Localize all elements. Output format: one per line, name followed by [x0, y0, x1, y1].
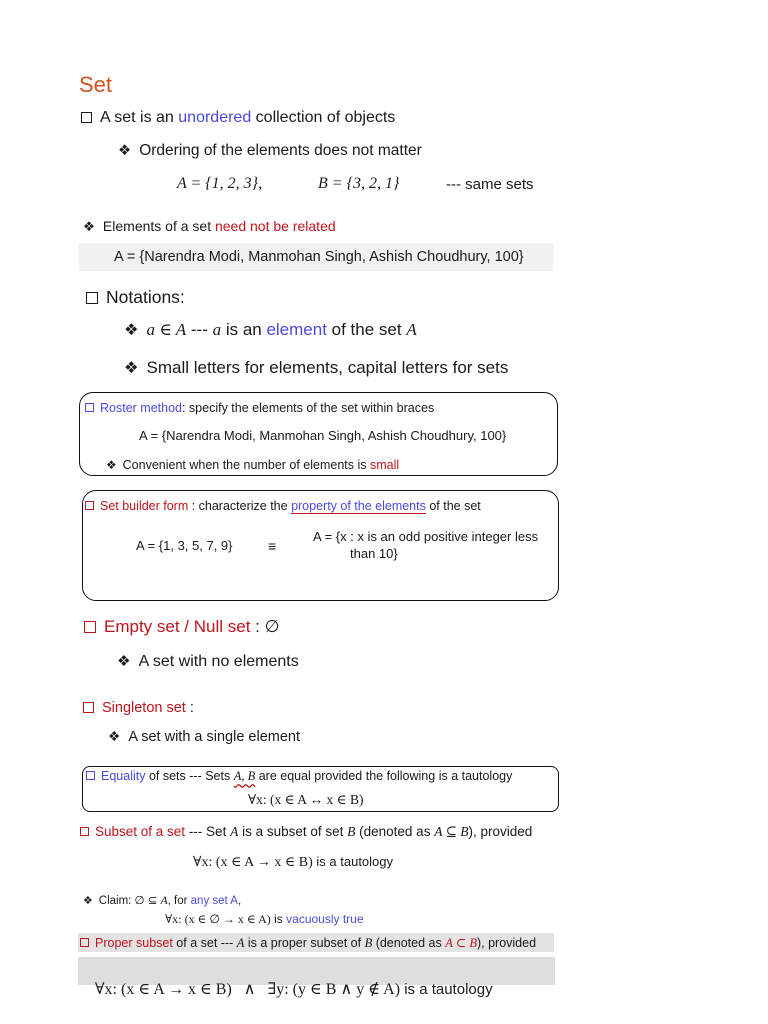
- text: is: [270, 912, 287, 926]
- math: A, B: [233, 769, 256, 783]
- set-builder-right-equation-1: A = {x : x is an odd positive integer less: [313, 529, 539, 544]
- singleton-heading: [83, 700, 194, 716]
- highlight-proper-subset: Proper subset: [95, 936, 173, 950]
- roster-equation: A = {Narendra Modi, Manmohan Singh, Ashish Choudhury, 100}: [139, 428, 507, 443]
- math: ∀x: (x ∈ A → x ∈ B) ∧ ∃y: (y ∈ B ∧ y ∉ A): [94, 981, 401, 998]
- text: ---: [186, 320, 213, 339]
- math: ∀x: (x ∈ A → x ∈ B): [193, 855, 313, 870]
- text: , for: [167, 895, 191, 907]
- math: a: [212, 320, 222, 339]
- text: is a tautology: [312, 854, 394, 869]
- highlight-roster-method: Roster method: [100, 401, 182, 415]
- diamond-bullet-icon: ❖: [124, 321, 139, 339]
- unordered-line: [81, 109, 395, 127]
- text: ), provided: [476, 936, 537, 950]
- highlight-set-builder: Set builder form: [100, 499, 189, 513]
- text: (denoted as: [372, 936, 446, 950]
- highlight-subset: Subset of a set: [95, 824, 186, 839]
- set-a-equation: A = {1, 2, 3},: [177, 175, 263, 192]
- diamond-bullet-icon: ❖: [108, 729, 121, 744]
- text: (denoted as: [355, 824, 435, 839]
- text: of the set: [425, 499, 481, 513]
- math: A: [160, 895, 168, 907]
- text: is a tautology: [400, 981, 493, 998]
- text: ,: [237, 895, 242, 907]
- equality-line: [86, 769, 512, 784]
- proper-subset-line: [80, 935, 536, 951]
- ordering-line: [118, 142, 422, 160]
- text: A set is an: [100, 109, 179, 126]
- highlight-singleton: Singleton set: [102, 700, 186, 716]
- highlight-any-set: any set A: [190, 895, 238, 907]
- singleton-sub: [108, 729, 300, 745]
- text: of the set: [326, 320, 407, 339]
- text: Notations:: [106, 287, 185, 307]
- math: B: [364, 936, 373, 950]
- text: Convenient when the number of elements is: [122, 458, 371, 472]
- highlight-need-not-be-related: need not be related: [214, 218, 336, 234]
- subset-line: [80, 824, 532, 840]
- checkbox-bullet-icon: [86, 292, 98, 304]
- text: : characterize the: [188, 499, 292, 513]
- text: --- Set: [185, 824, 231, 839]
- text: :: [185, 700, 194, 716]
- set-builder-left-equation: A = {1, 3, 5, 7, 9}: [136, 538, 233, 553]
- roster-convenient-line: [106, 458, 399, 472]
- highlight-empty-set: Empty set / Null set: [104, 617, 251, 636]
- text: is an: [221, 320, 267, 339]
- diamond-bullet-icon: ❖: [118, 143, 132, 159]
- text: is a proper subset of: [244, 936, 365, 950]
- checkbox-bullet-icon: [80, 938, 89, 947]
- text: Elements of a set: [102, 218, 215, 234]
- diamond-bullet-icon: ❖: [106, 458, 117, 472]
- text: is a subset of set: [238, 824, 348, 839]
- elements-line: [83, 218, 336, 235]
- set-b-equation: B = {3, 2, 1}: [318, 175, 400, 192]
- math: a ∈ A: [146, 320, 187, 339]
- text: : ∅: [250, 617, 280, 636]
- claim-line: [83, 893, 241, 907]
- highlight-unordered: unordered: [178, 109, 252, 126]
- text: Small letters for elements, capital letters for sets: [146, 358, 509, 377]
- math: A ⊆ B: [434, 824, 469, 839]
- highlight-small: small: [370, 458, 400, 472]
- subset-formula-line: [193, 853, 393, 871]
- set-builder-line: [85, 499, 481, 513]
- math: ∀x: (x ∈ ∅ → x ∈ A): [165, 912, 271, 926]
- diamond-bullet-icon: ❖: [117, 653, 131, 670]
- math: A: [406, 320, 417, 339]
- empty-set-sub: [117, 652, 299, 671]
- text: A set with a single element: [128, 729, 301, 745]
- diamond-bullet-icon: ❖: [83, 895, 93, 907]
- text: ), provided: [468, 824, 533, 839]
- math: B: [347, 824, 356, 839]
- roster-line: [85, 401, 434, 415]
- diamond-bullet-icon: ❖: [124, 359, 139, 377]
- text: collection of objects: [251, 109, 396, 126]
- equivalence-symbol: ≡: [268, 538, 277, 554]
- notation-element-line: [124, 320, 417, 340]
- checkbox-bullet-icon: [81, 112, 92, 123]
- proper-formula-line: [86, 961, 493, 999]
- claim-formula-line: [165, 912, 364, 927]
- math: A: [230, 824, 239, 839]
- math: A: [236, 936, 245, 950]
- text: A set with no elements: [138, 653, 299, 670]
- text: Claim: ∅ ⊆: [98, 895, 161, 907]
- text: of a set ---: [172, 936, 237, 950]
- text: of sets --- Sets: [145, 769, 234, 783]
- diamond-bullet-icon: ❖: [83, 219, 95, 234]
- highlight-property: property of the elements: [291, 499, 426, 513]
- text: : specify the elements of the set within braces: [181, 401, 435, 415]
- equality-formula: ∀x: (x ∈ A ↔ x ∈ B): [248, 792, 364, 807]
- checkbox-bullet-icon: [85, 501, 94, 510]
- same-sets-label: --- same sets: [446, 176, 534, 193]
- text: are equal provided the following is a tautology: [255, 769, 513, 783]
- checkbox-bullet-icon: [85, 403, 94, 412]
- notations-heading: [86, 287, 185, 308]
- text: Ordering of the elements does not matter: [139, 142, 422, 159]
- highlight-vacuously-true: vacuously true: [286, 912, 364, 926]
- set-builder-right-equation-2: than 10}: [350, 546, 398, 561]
- checkbox-bullet-icon: [80, 827, 89, 836]
- notation-letters-line: [124, 358, 508, 378]
- checkbox-bullet-icon: [83, 702, 94, 713]
- highlight-element: element: [266, 320, 327, 339]
- checkbox-bullet-icon: [86, 771, 95, 780]
- highlight-equality: Equality: [101, 769, 146, 783]
- page-title: Set: [79, 72, 113, 97]
- math: A ⊂ B: [445, 936, 477, 950]
- empty-set-heading: [84, 617, 279, 637]
- example-equation: A = {Narendra Modi, Manmohan Singh, Ashish Choudhury, 100}: [114, 249, 524, 265]
- checkbox-bullet-icon: [84, 621, 96, 633]
